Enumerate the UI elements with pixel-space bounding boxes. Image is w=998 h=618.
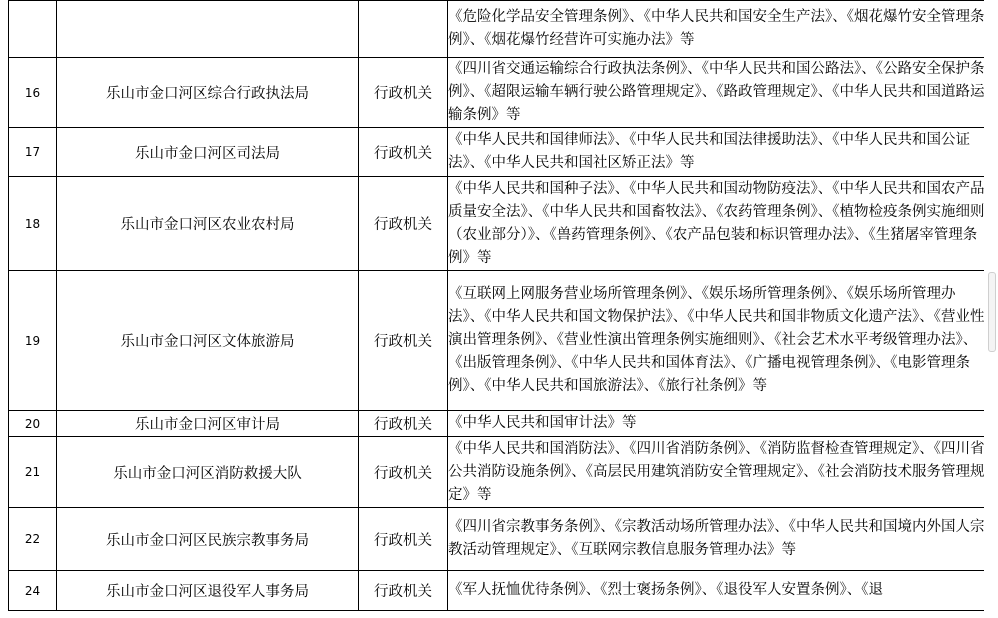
agency-type-cell: 行政机关 (359, 271, 448, 411)
row-number-cell: 22 (9, 508, 57, 571)
agency-type-cell: 行政机关 (359, 177, 448, 271)
legal-basis-cell: 《中华人民共和国律师法》、《中华人民共和国法律援助法》、《中华人民共和国公证法》、《中华人民共和国社区矫正法》等 (448, 128, 987, 177)
row-number-cell: 19 (9, 271, 57, 411)
agency-name-cell: 乐山市金口河区民族宗教事务局 (57, 508, 359, 571)
authority-table (8, 0, 987, 611)
table-row (9, 571, 987, 611)
table-row (9, 437, 987, 508)
row-number-cell: 18 (9, 177, 57, 271)
legal-basis-cell: 《中华人民共和国审计法》等 (448, 411, 987, 437)
legal-basis-cell: 《军人抚恤优待条例》、《烈士褒扬条例》、《退役军人安置条例》、《退 (448, 571, 987, 611)
row-number-cell: 16 (9, 58, 57, 128)
table-row (9, 271, 987, 411)
agency-type-cell (359, 1, 448, 58)
agency-type-cell: 行政机关 (359, 128, 448, 177)
legal-basis-cell: 《危险化学品安全管理条例》、《中华人民共和国安全生产法》、《烟花爆竹安全管理条例》、《烟花爆竹经营许可实施办法》等 (448, 1, 987, 58)
agency-name-cell: 乐山市金口河区司法局 (57, 128, 359, 177)
row-number-cell: 21 (9, 437, 57, 508)
legal-basis-cell: 《中华人民共和国种子法》、《中华人民共和国动物防疫法》、《中华人民共和国农产品质量安全法》、《中华人民共和国畜牧法》、《农药管理条例》、《植物检疫条例实施细则（农业部分）》、《兽药管理条例》、《农产品包装和标识管理办法》、《生猪屠宰管理条例》等 (448, 177, 987, 271)
agency-type-cell: 行政机关 (359, 411, 448, 437)
row-number-cell: 24 (9, 571, 57, 611)
agency-name-cell: 乐山市金口河区农业农村局 (57, 177, 359, 271)
agency-type-cell: 行政机关 (359, 571, 448, 611)
row-number-cell (9, 1, 57, 58)
table-row (9, 1, 987, 58)
scrollbar-thumb[interactable] (988, 272, 996, 352)
agency-type-cell: 行政机关 (359, 508, 448, 571)
row-number-cell: 17 (9, 128, 57, 177)
legal-basis-cell: 《中华人民共和国消防法》、《四川省消防条例》、《消防监督检查管理规定》、《四川省公共消防设施条例》、《高层民用建筑消防安全管理规定》、《社会消防技术服务管理规定》等 (448, 437, 987, 508)
agency-name-cell: 乐山市金口河区审计局 (57, 411, 359, 437)
authority-table-body (9, 1, 987, 611)
legal-basis-cell: 《四川省交通运输综合行政执法条例》、《中华人民共和国公路法》、《公路安全保护条例》、《超限运输车辆行驶公路管理规定》、《路政管理规定》、《中华人民共和国道路运输条例》等 (448, 58, 987, 128)
table-row (9, 411, 987, 437)
legal-basis-cell: 《四川省宗教事务条例》、《宗教活动场所管理办法》、《中华人民共和国境内外国人宗教活动管理规定》、《互联网宗教信息服务管理办法》等 (448, 508, 987, 571)
table-row (9, 508, 987, 571)
agency-name-cell: 乐山市金口河区退役军人事务局 (57, 571, 359, 611)
agency-name-cell: 乐山市金口河区综合行政执法局 (57, 58, 359, 128)
legal-basis-cell: 《互联网上网服务营业场所管理条例》、《娱乐场所管理条例》、《娱乐场所管理办法》、《中华人民共和国文物保护法》、《中华人民共和国非物质文化遗产法》、《营业性演出管理条例》、《营业性演出管理条例实施细则》、《社会艺术水平考级管理办法》、《出版管理条例》、《中华人民共和国体育法》、《广播电视管理条例》、《电影管理条例》、《中华人民共和国旅游法》、《旅行社条例》等 (448, 271, 987, 411)
table-row (9, 128, 987, 177)
agency-type-cell: 行政机关 (359, 58, 448, 128)
table-row (9, 177, 987, 271)
agency-name-cell (57, 1, 359, 58)
agency-name-cell: 乐山市金口河区文体旅游局 (57, 271, 359, 411)
table-row (9, 58, 987, 128)
agency-name-cell: 乐山市金口河区消防救援大队 (57, 437, 359, 508)
row-number-cell: 20 (9, 411, 57, 437)
agency-type-cell: 行政机关 (359, 437, 448, 508)
